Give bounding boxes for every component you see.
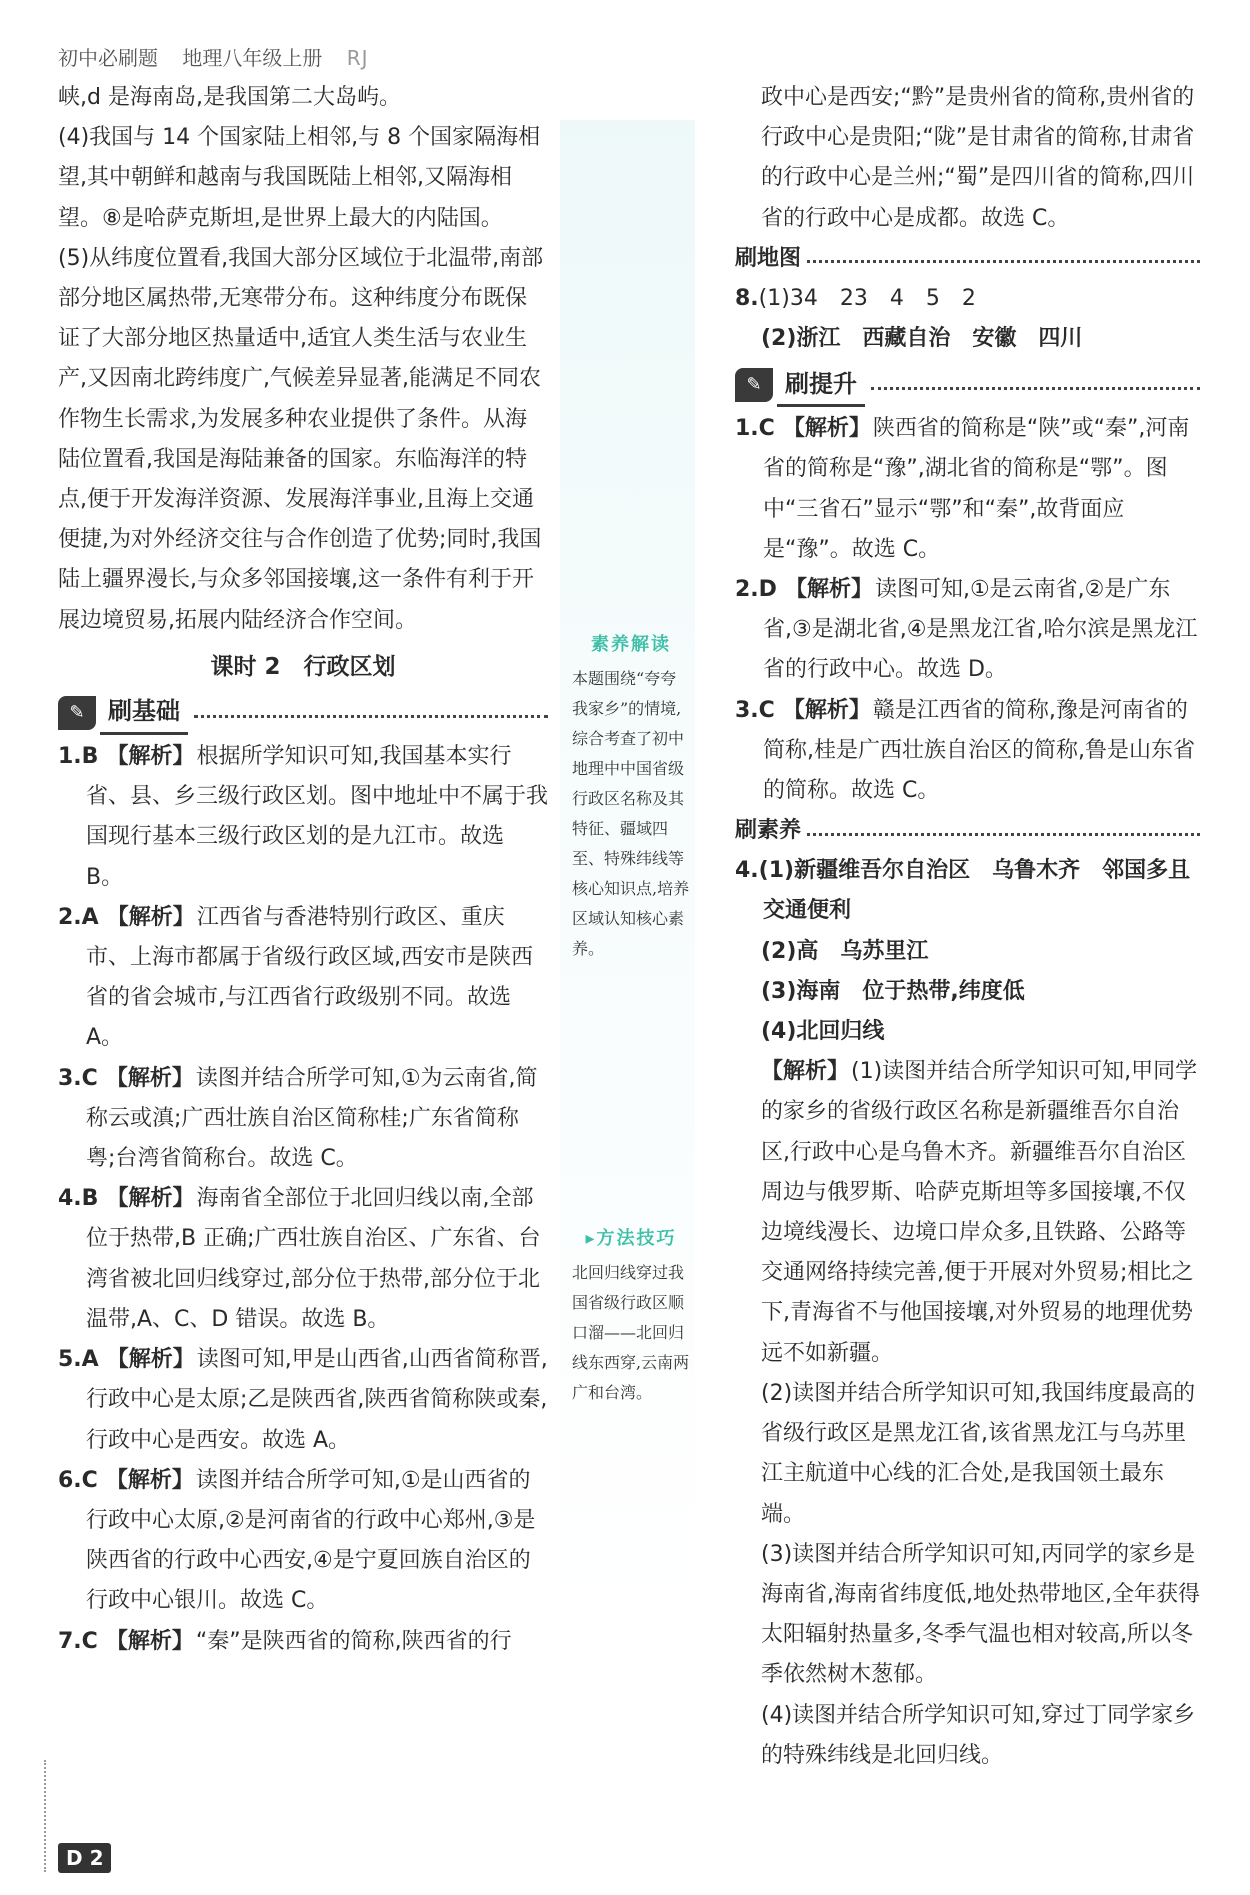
series-name: 初中必刷题: [58, 46, 158, 70]
section-literacy: [735, 811, 1200, 851]
right-column: [735, 78, 1200, 1776]
answer-item: 3.C 【解析】赣是江西省的简称,豫是河南省的简称,桂是广西壮族自治区的简称,鲁是山东省的简称。故选 C。: [735, 697, 1195, 804]
note-heading: ▸方法技巧: [585, 1228, 677, 1249]
section-label: 刷基础: [100, 691, 188, 734]
answer-item: 2.D 【解析】读图可知,①是云南省,②是广东省,③是湖北省,④是黑龙江省,哈尔滨是黑龙江省的行政中心。故选 D。: [735, 577, 1198, 683]
explanation: (2)读图并结合所学知识可知,我国纬度最高的省级行政区是黑龙江省,该省黑龙江与乌苏里江主航道中心线的汇合处,是我国领土最东端。: [761, 1380, 1196, 1527]
book-icon: ✎: [735, 368, 773, 402]
answer-item: 1.B 【解析】根据所学知识可知,我国基本实行省、县、乡三级行政区划。图中地址中不属于我国现行基本三级行政区划的是九江市。故选 B。: [58, 744, 549, 890]
subject-name: 地理八年级上册: [182, 46, 323, 70]
explanation: 【解析】(1)读图并结合所学知识可知,甲同学的家乡的省级行政区名称是新疆维吾尔自治区,行政中心是乌鲁木齐。新疆维吾尔自治区周边与俄罗斯、哈萨克斯坦等多国接壤,不仅边境线漫长、边境口岸众多,且铁路、公路等交通网络持续完善,便于开展对外贸易;相比之下,青海省不与他国接壤,对外贸易的地理优势远不如新疆。: [761, 1059, 1198, 1366]
answer-item: 2.A 【解析】江西省与香港特别行政区、重庆市、上海市都属于省级行政区域,西安市是陕西省的省会城市,与江西省行政级别不同。故选 A。: [58, 904, 533, 1051]
paragraph: 政中心是西安;“黔”是贵州省的简称,贵州省的行政中心是贵阳;“陇”是甘肃省的简称,甘肃省的行政中心是兰州;“蜀”是四川省的简称,四川省的行政中心是成都。故选 C。: [761, 85, 1195, 231]
note-text: 本题围绕“夸夸我家乡”的情境,综合考查了初中地理中中国省级行政区名称及其特征、疆域四至、特殊纬线等核心知识点,培养区域认知核心素养。: [572, 669, 690, 958]
note-text: 北回归线穿过我国省级行政区顺口溜——北回归线东西穿,云南两广和台湾。: [572, 1263, 690, 1402]
page-number: D 2: [58, 1843, 111, 1873]
note-heading: 素养解读: [591, 634, 671, 655]
explanation: (4)读图并结合所学知识可知,穿过丁同学家乡的特殊纬线是北回归线。: [761, 1702, 1196, 1768]
arrow-icon: ▸: [585, 1228, 597, 1249]
section-map: [735, 239, 1200, 279]
left-column: [58, 78, 548, 1662]
side-notes: [572, 630, 690, 1408]
section-label: 刷提升: [777, 364, 865, 407]
answer-line: (2)浙江 西藏自治 安徽 四川: [761, 326, 1083, 352]
divider: [871, 387, 1200, 390]
section-basic: [58, 691, 548, 735]
answer-item: 1.C 【解析】陕西省的简称是“陕”或“秦”,河南省的简称是“豫”,湖北省的简称是“鄂”。图中“三省石”显示“鄂”和“秦”,故背面应是“豫”。故选 C。: [735, 416, 1190, 562]
paragraph: 峡,d 是海南岛,是我国第二大岛屿。: [58, 85, 401, 110]
answer-item: 4.(1)新疆维吾尔自治区 乌鲁木齐 邻国多且交通便利: [735, 858, 1191, 924]
section-improve: [735, 363, 1200, 407]
explanation: (3)读图并结合所学知识可知,丙同学的家乡是海南省,海南省纬度低,地处热带地区,全年获得太阳辐射热量多,冬季气温也相对较高,所以冬季依然树木葱郁。: [761, 1541, 1200, 1688]
answer-line: (4)北回归线: [761, 1019, 885, 1045]
answer-item: 4.B 【解析】海南省全部位于北回归线以南,全部位于热带,B 正确;广西壮族自治区、广东省、台湾省被北回归线穿过,部分位于热带,部分位于北温带,A、C、D 错误。故选 B。: [58, 1186, 541, 1332]
divider: [194, 715, 548, 718]
page-header: [58, 42, 387, 71]
answer-item: 5.A 【解析】读图可知,甲是山西省,山西省简称晋,行政中心是太原;乙是陕西省,陕西省简称陕或秦,行政中心是西安。故选 A。: [58, 1347, 548, 1453]
book-icon: ✎: [58, 696, 96, 730]
answer-item: 8.(1)34 23 4 5 2: [735, 285, 976, 311]
page-corner-mark: [44, 1760, 56, 1872]
paragraph: (4)我国与 14 个国家陆上相邻,与 8 个国家隔海相望,其中朝鲜和越南与我国既陆上相邻,又隔海相望。⑧是哈萨克斯坦,是世界上最大的内陆国。: [58, 125, 541, 231]
section-label: 刷地图: [735, 245, 802, 271]
edition-label: RJ: [346, 46, 369, 70]
divider: [807, 833, 1200, 836]
section-label: 刷素养: [735, 818, 802, 844]
divider: [807, 260, 1200, 263]
answer-item: 6.C 【解析】读图并结合所学可知,①是山西省的行政中心太原,②是河南省的行政中心郑州,③是陕西省的行政中心西安,④是宁夏回族自治区的行政中心银川。故选 C。: [58, 1467, 536, 1614]
lesson-title: 课时 2 行政区划: [210, 653, 396, 680]
answer-line: (2)高 乌苏里江: [761, 938, 929, 964]
answer-item: 7.C 【解析】“秦”是陕西省的简称,陕西省的行: [58, 1628, 512, 1654]
answer-line: (3)海南 位于热带,纬度低: [761, 978, 1025, 1004]
answer-item: 3.C 【解析】读图并结合所学可知,①为云南省,简称云或滇;广西壮族自治区简称桂;广东省简称粤;台湾省简称台。故选 C。: [58, 1065, 538, 1172]
paragraph: (5)从纬度位置看,我国大部分区域位于北温带,南部部分地区属热带,无寒带分布。这种纬度分布既保证了大部分地区热量适中,适宜人类生活与农业生产,又因南北跨纬度广,气候差异显著,能满足不同农作物生长需求,为发展多种农业提供了条件。从海陆位置看,我国是海陆兼备的国家。东临海洋的特点,便于开发海洋资源、发展海洋事业,且海上交通便捷,为对外经济交往与合作创造了优势;同时,我国陆上疆界漫长,与众多邻国接壤,这一条件有利于开展边境贸易,拓展内陆经济合作空间。: [58, 245, 544, 633]
